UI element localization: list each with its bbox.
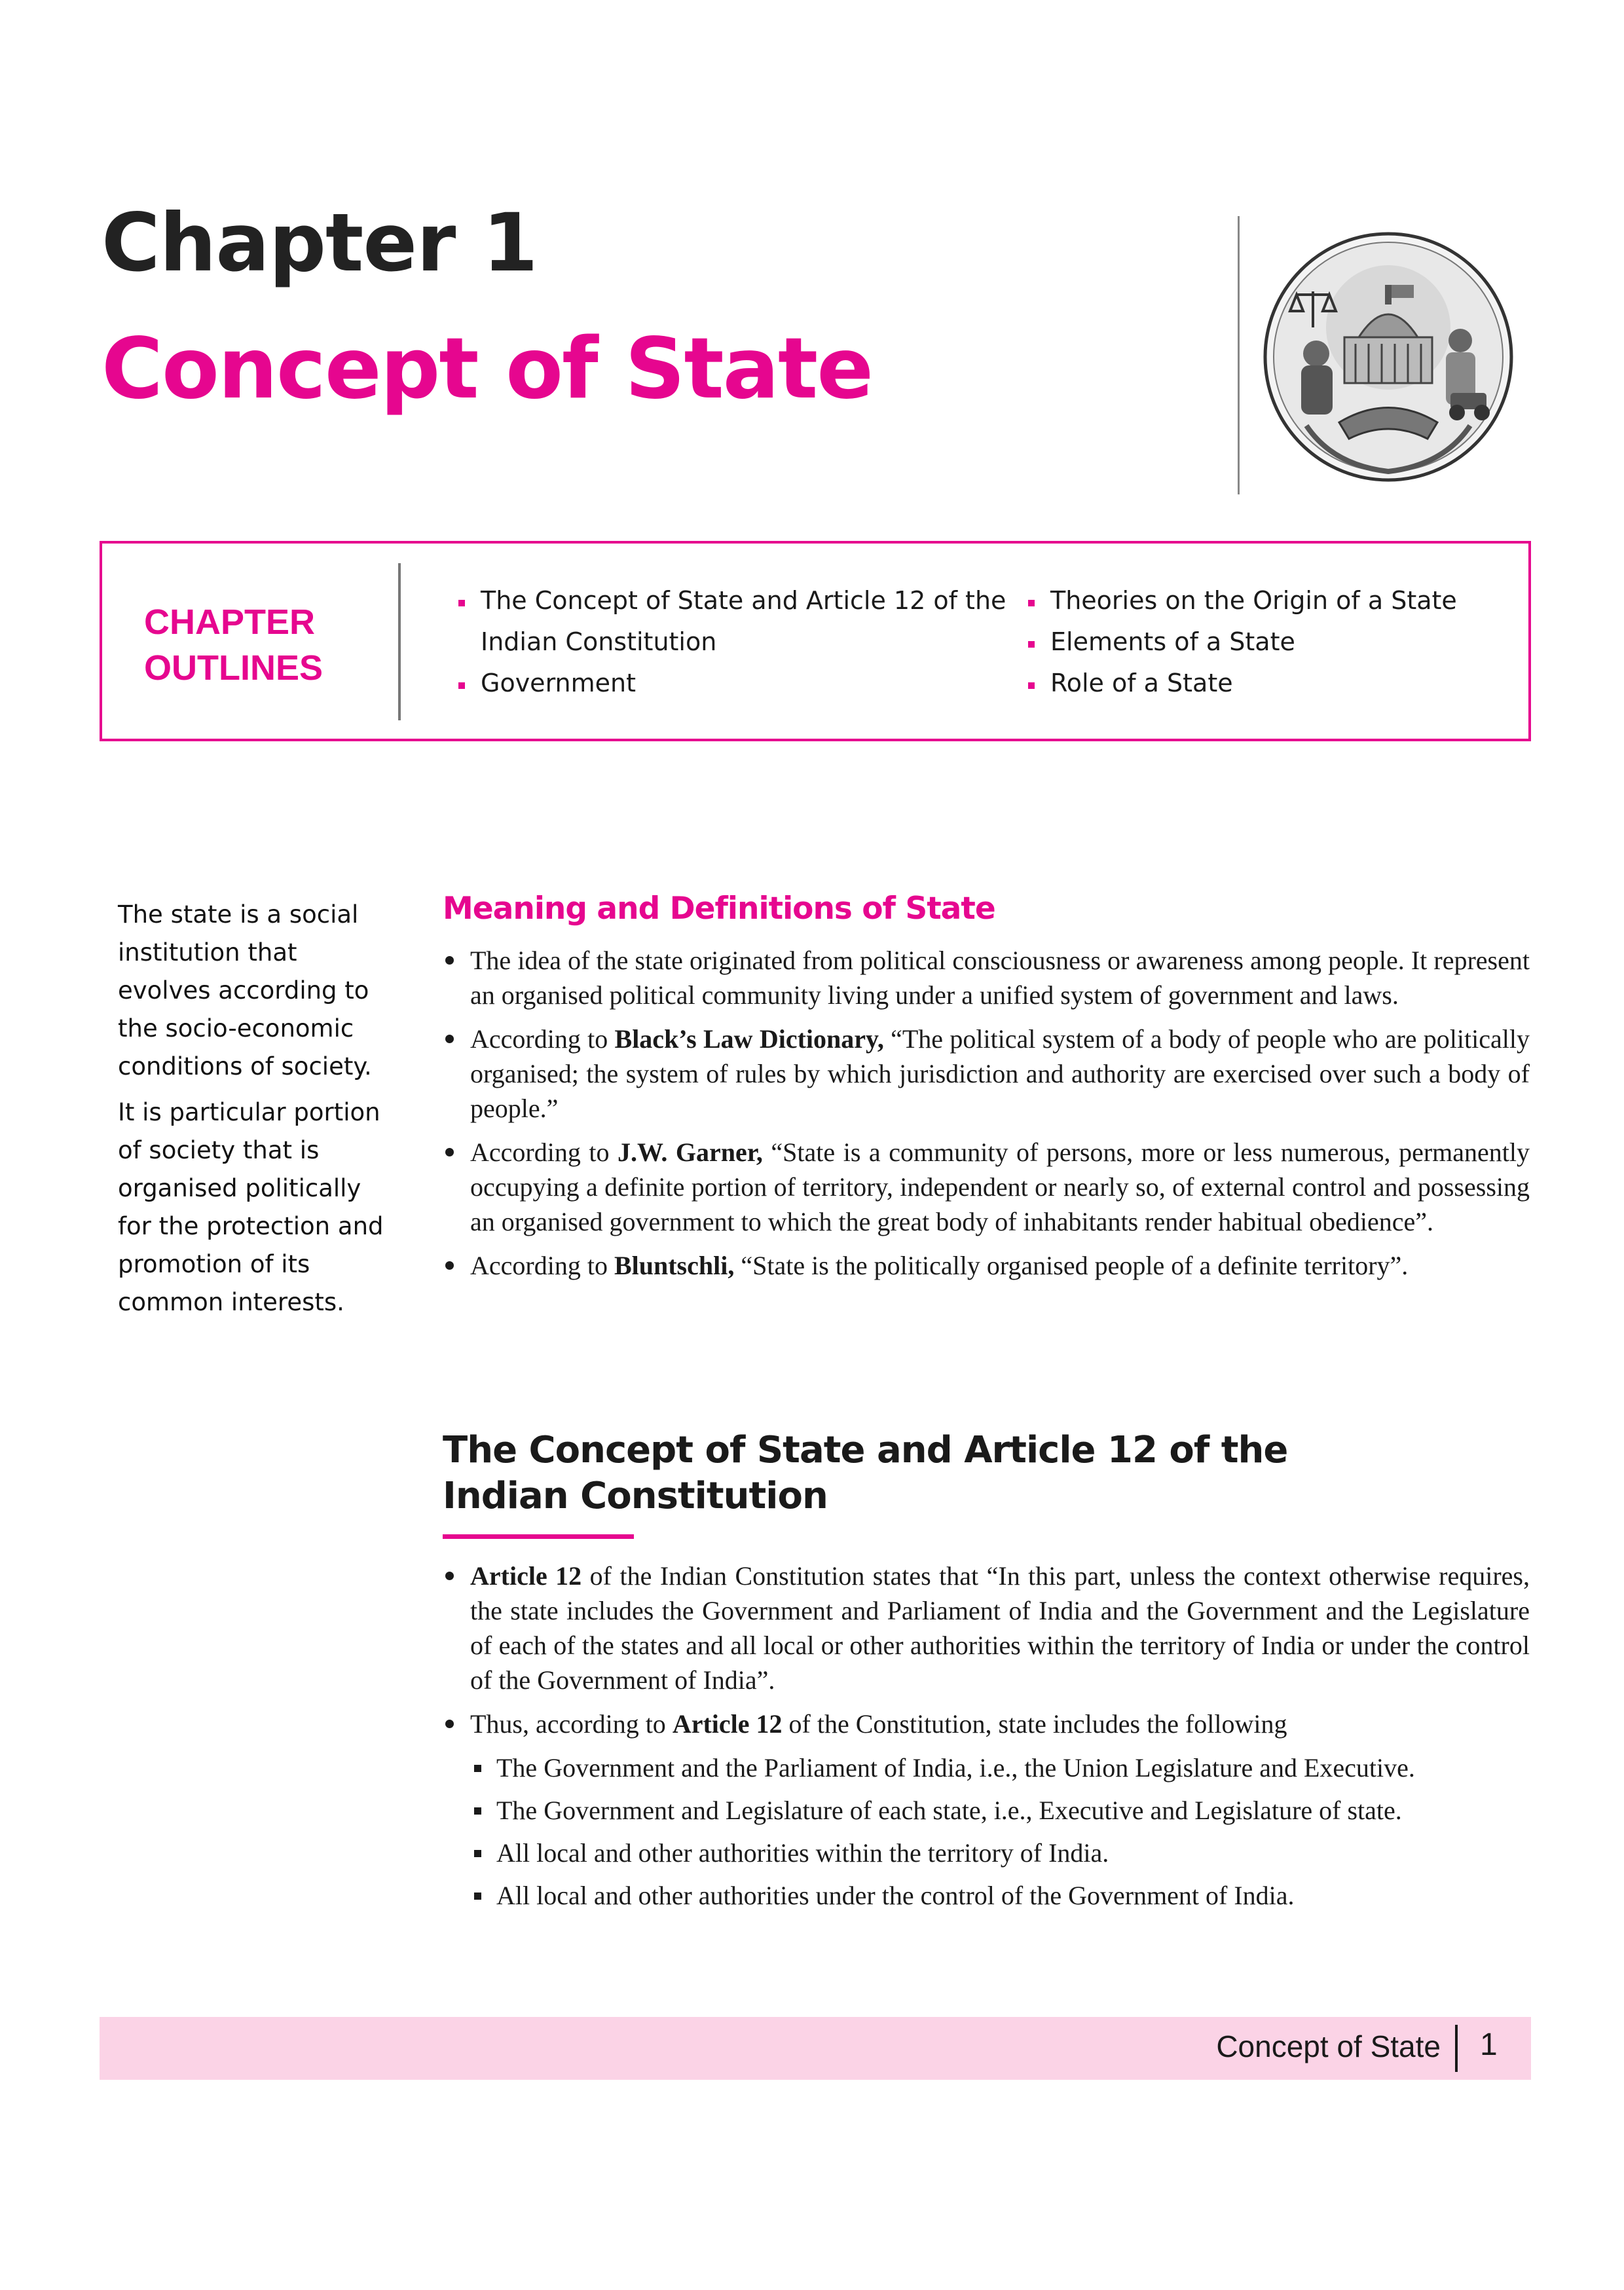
bullet-text: According to: [470, 1251, 614, 1280]
bullet-text: According to: [470, 1137, 618, 1167]
bullet-bold: Article 12: [672, 1709, 783, 1739]
sub-list-item: The Government and Legislature of each state, i.e., Executive and Legislature of state.: [470, 1793, 1530, 1828]
sub-list-item: The Government and the Parliament of India, i.e., the Union Legislature and Executive.: [470, 1750, 1530, 1785]
list-item: [443, 1707, 1530, 1741]
chapter-label: Chapter 1: [101, 196, 538, 289]
section-2-heading-line1: The Concept of State and Article 12 of the: [443, 1429, 1288, 1471]
outline-item: The Concept of State and Article 12 of the Indian Constitution: [458, 580, 1022, 663]
chapter-outlines-heading: [144, 599, 380, 691]
heading-underline: [443, 1534, 634, 1539]
outline-column-1: [458, 580, 1022, 704]
bullet-bold: Bluntschli,: [614, 1251, 735, 1280]
header-divider: [1238, 216, 1240, 494]
bullet-text: “The political system of a body of people who are politically organised; the system of rules by which jurisdiction and authority are exercised over such a body of people.”: [470, 1024, 1530, 1123]
footer-chapter-title: Concept of State: [1216, 2029, 1441, 2063]
list-item: [443, 1135, 1530, 1239]
bullet-text: “State is the politically organised people of a definite territory”.: [734, 1251, 1409, 1280]
sidebar-paragraph-2: It is particular portion of society that is organised politically for the protection and promotion of its common interests.: [118, 1098, 384, 1316]
section-heading-meaning: Meaning and Definitions of State: [443, 891, 995, 927]
bullet-bold: Article 12: [470, 1561, 582, 1591]
list-item: [443, 943, 1530, 1012]
sidebar-paragraph-1: The state is a social institution that evolves according to the socio-economic conditions of society.: [118, 900, 372, 1080]
outline-item: Role of a State: [1028, 663, 1526, 704]
bullet-bold: Black’s Law Dictionary,: [614, 1024, 884, 1054]
list-item: [443, 1248, 1530, 1283]
list-item: [443, 1022, 1530, 1126]
bullet-text: of the Constitution, state includes the following: [782, 1709, 1287, 1739]
section-heading-article-12: [443, 1428, 1359, 1519]
outline-item: Government: [458, 663, 1022, 704]
section-1-body: [443, 943, 1530, 1292]
sub-list-item: All local and other authorities within the territory of India.: [470, 1836, 1530, 1870]
outline-column-2: [1028, 580, 1526, 704]
section-2-heading-line2: Indian Constitution: [443, 1475, 828, 1517]
outline-item: Theories on the Origin of a State: [1028, 580, 1526, 621]
chapter-title: Concept of State: [101, 320, 872, 418]
outline-item: Elements of a State: [1028, 621, 1526, 663]
bullet-text: According to: [470, 1024, 615, 1054]
bullet-bold: J.W. Garner,: [618, 1137, 763, 1167]
list-item: [443, 1559, 1530, 1697]
outline-heading-line1: CHAPTER: [144, 602, 316, 642]
outline-heading-line2: OUTLINES: [144, 648, 323, 688]
outline-divider: [398, 563, 401, 720]
sidebar-note: [118, 896, 393, 1329]
sub-list-item: All local and other authorities under the control of the Government of India.: [470, 1878, 1530, 1913]
bullet-text: The idea of the state originated from political consciousness or awareness among people. It represent an organised political community living under a unified system of government and laws.: [470, 946, 1530, 1010]
page-number: 1: [1480, 2027, 1498, 2062]
bullet-text: Thus, according to: [470, 1709, 673, 1739]
bullet-text: “State is a community of persons, more or less numerous, permanently occupying a definite portion of territory, independent or nearly so, of external control and possessing an organised government to which the great body of inhabitants render habitual obedience”.: [470, 1137, 1530, 1236]
bullet-text: of the Indian Constitution states that “In this part, unless the context otherwise requires, the state includes the Government and Parliament of India and the Government and the Legislature of each of the states and all local or other authorities within the territory of India or under the control of the Government of India”.: [470, 1561, 1530, 1695]
state-emblem-illustration-icon: [1261, 229, 1516, 485]
section-2-body: [443, 1559, 1530, 1921]
footer-divider: [1455, 2025, 1458, 2072]
